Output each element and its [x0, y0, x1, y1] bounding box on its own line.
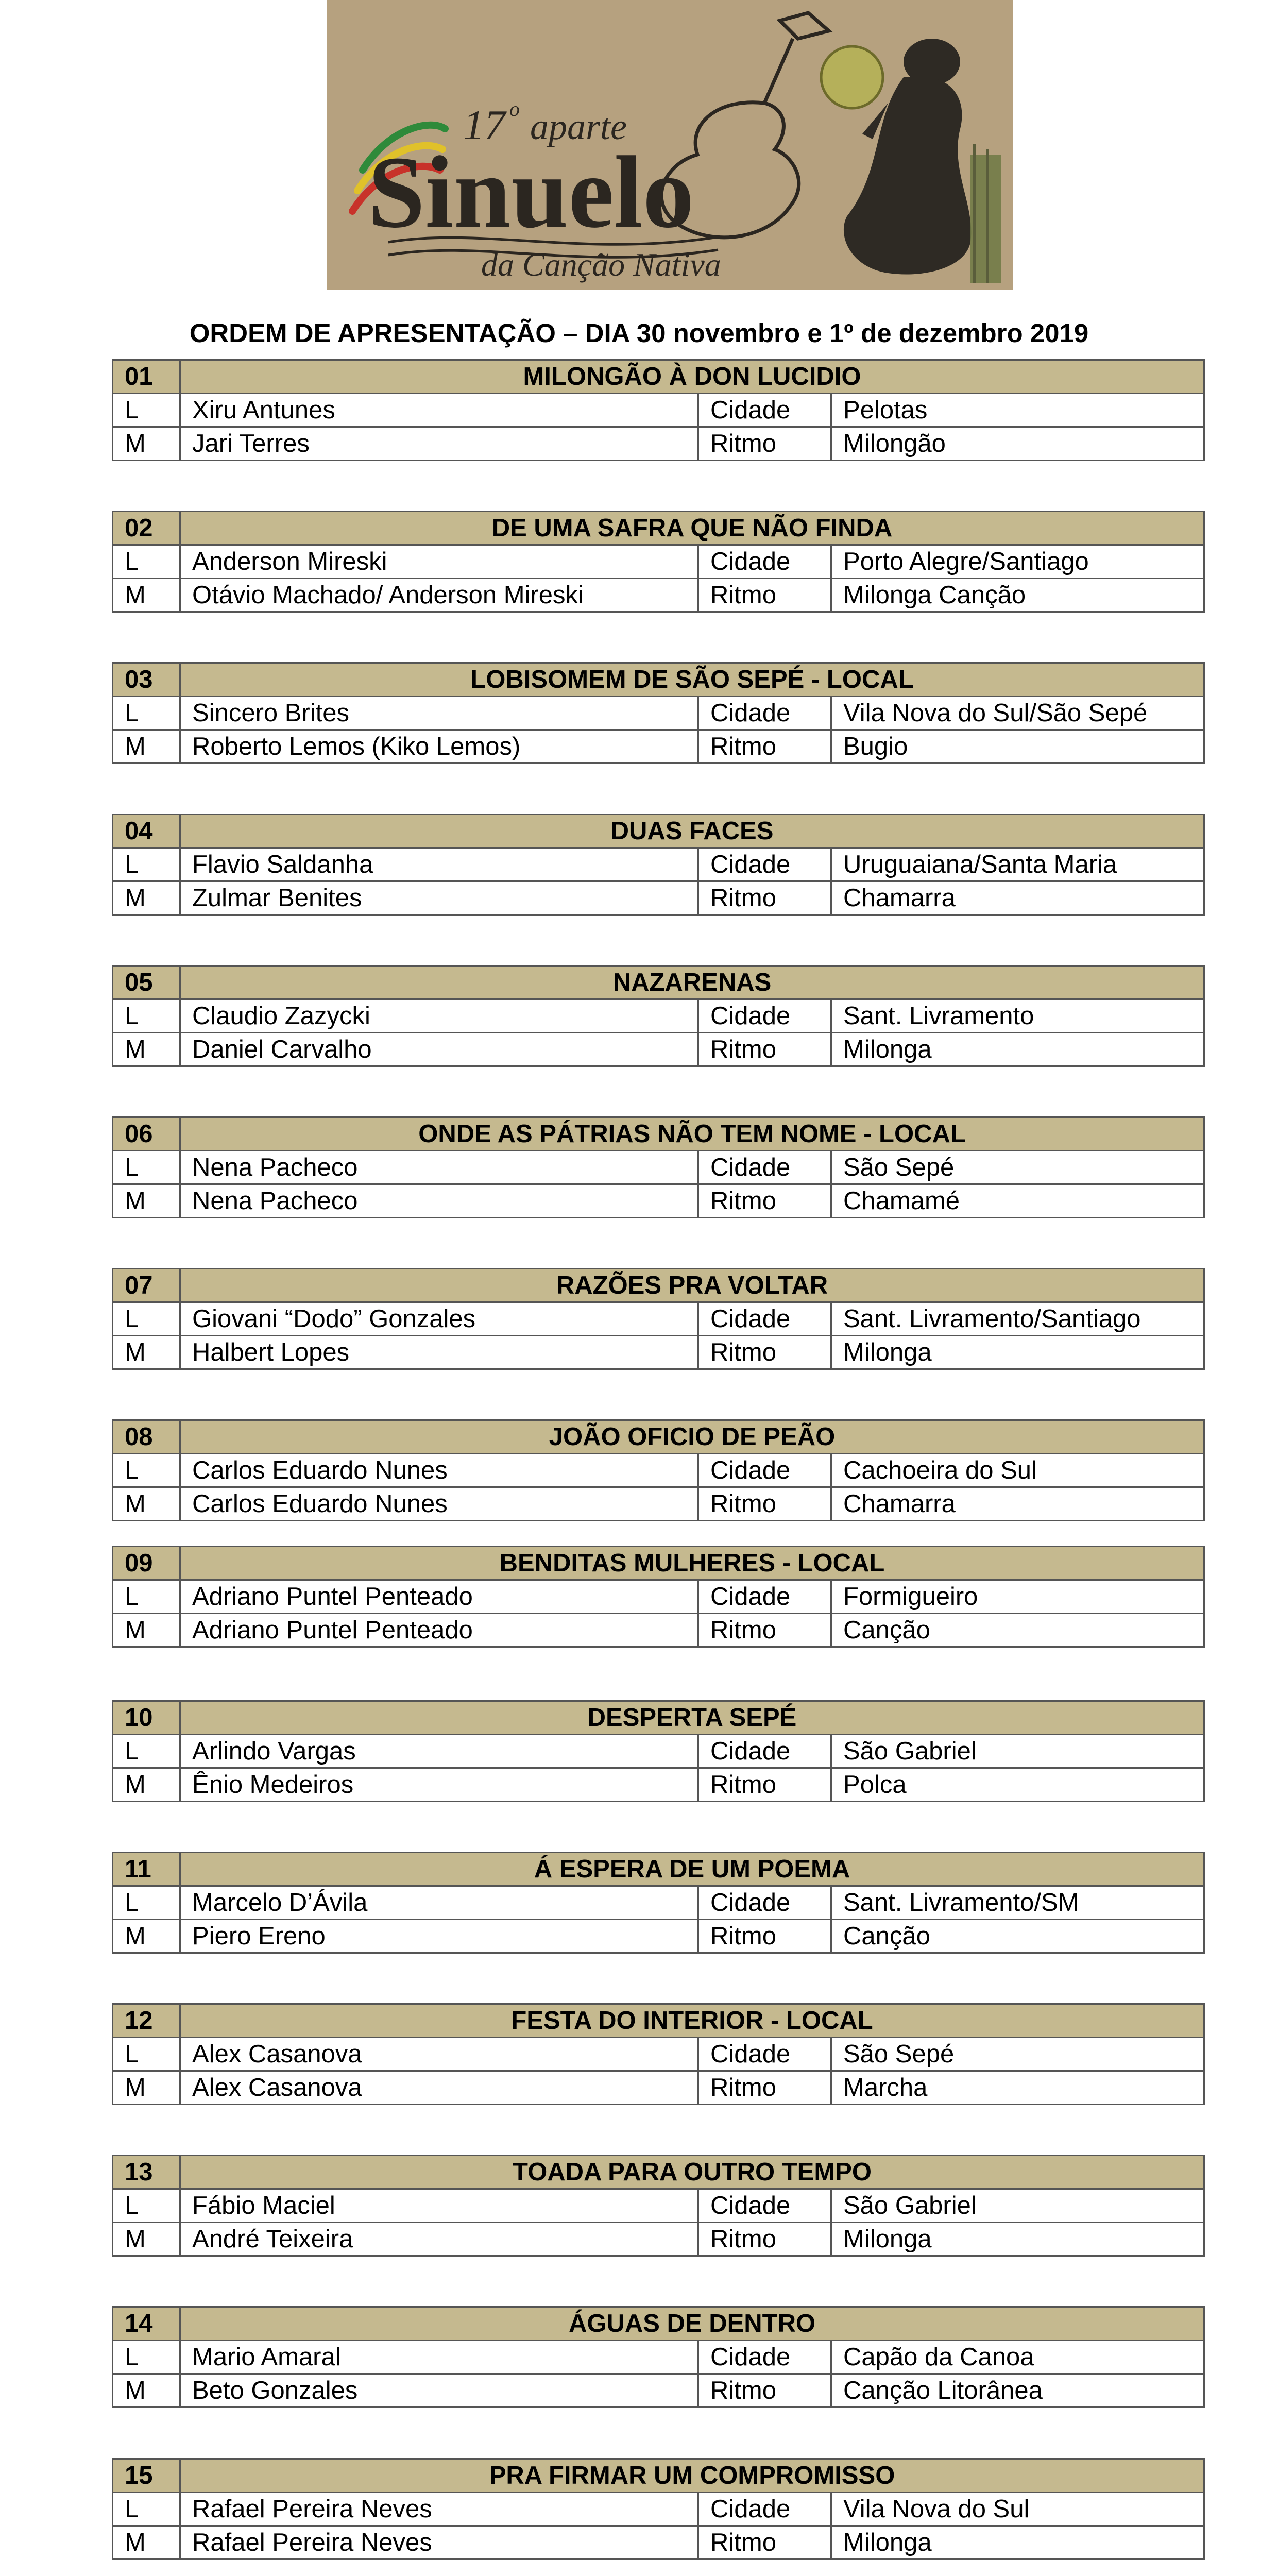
ritmo-label: Ritmo — [698, 1768, 831, 1802]
letra-marker: L — [113, 1735, 180, 1768]
entry-musica-row — [113, 1033, 1204, 1066]
entry-letra-row — [113, 1580, 1204, 1614]
cidade-value: Uruguaiana/Santa Maria — [831, 848, 1204, 882]
cidade-value: São Gabriel — [831, 1735, 1204, 1768]
entry-number: 14 — [113, 2307, 180, 2341]
musica-marker: M — [113, 2374, 180, 2408]
banner-name: Sinuelo — [368, 135, 694, 249]
letra-author: Carlos Eduardo Nunes — [180, 1454, 698, 1487]
entry-header-row — [113, 1117, 1204, 1151]
musica-marker: M — [113, 2071, 180, 2105]
entry-number: 03 — [113, 663, 180, 697]
entry-number: 01 — [113, 360, 180, 394]
entry-musica-row — [113, 2526, 1204, 2560]
ritmo-value: Chamarra — [831, 882, 1204, 915]
entry-title: ÁGUAS DE DENTRO — [180, 2307, 1204, 2341]
cidade-label: Cidade — [698, 1580, 831, 1614]
musica-author: Jari Terres — [180, 427, 698, 461]
entry-table-04 — [112, 814, 1205, 916]
cidade-value: Sant. Livramento/SM — [831, 1886, 1204, 1920]
entry-letra-row — [113, 848, 1204, 882]
cidade-label: Cidade — [698, 1454, 831, 1487]
musica-marker: M — [113, 1487, 180, 1521]
entry-letra-row — [113, 1302, 1204, 1336]
entry-header-row — [113, 1269, 1204, 1302]
entry-musica-row — [113, 1768, 1204, 1802]
banner-aparte: aparte — [530, 106, 627, 147]
entry-header-row — [113, 2156, 1204, 2189]
musica-marker: M — [113, 427, 180, 461]
entry-table-01 — [112, 359, 1205, 461]
letra-author: Fábio Maciel — [180, 2189, 698, 2223]
letra-author: Adriano Puntel Penteado — [180, 1580, 698, 1614]
ritmo-value: Bugio — [831, 730, 1204, 764]
ritmo-label: Ritmo — [698, 579, 831, 612]
entry-table-07 — [112, 1268, 1205, 1370]
letra-author: Claudio Zazycki — [180, 999, 698, 1033]
cidade-label: Cidade — [698, 1151, 831, 1184]
entry-table-08 — [112, 1419, 1205, 1521]
letra-author: Giovani “Dodo” Gonzales — [180, 1302, 698, 1336]
entry-number: 11 — [113, 1853, 180, 1886]
page-heading: ORDEM DE APRESENTAÇÃO – DIA 30 novembro e 1º de dezembro 2019 — [189, 318, 1089, 348]
ritmo-label: Ritmo — [698, 427, 831, 461]
entry-header-row — [113, 815, 1204, 848]
musica-author: Carlos Eduardo Nunes — [180, 1487, 698, 1521]
letra-marker: L — [113, 1886, 180, 1920]
entry-number: 07 — [113, 1269, 180, 1302]
ritmo-label: Ritmo — [698, 882, 831, 915]
ritmo-value: Polca — [831, 1768, 1204, 1802]
letra-author: Marcelo D’Ávila — [180, 1886, 698, 1920]
entry-musica-row — [113, 2374, 1204, 2408]
entry-table-10 — [112, 1700, 1205, 1802]
musica-marker: M — [113, 1614, 180, 1647]
ritmo-label: Ritmo — [698, 1336, 831, 1369]
entry-table-06 — [112, 1116, 1205, 1218]
cidade-value: São Sepé — [831, 1151, 1204, 1184]
ritmo-value: Milongão — [831, 427, 1204, 461]
musica-marker: M — [113, 1336, 180, 1369]
ritmo-label: Ritmo — [698, 2071, 831, 2105]
entry-musica-row — [113, 1336, 1204, 1369]
entry-table-12 — [112, 2003, 1205, 2105]
entry-number: 04 — [113, 815, 180, 848]
musica-author: Rafael Pereira Neves — [180, 2526, 698, 2560]
ritmo-label: Ritmo — [698, 2526, 831, 2560]
cidade-value: Sant. Livramento/Santiago — [831, 1302, 1204, 1336]
cidade-label: Cidade — [698, 2493, 831, 2526]
entry-letra-row — [113, 1151, 1204, 1184]
cidade-label: Cidade — [698, 1302, 831, 1336]
entry-number: 02 — [113, 512, 180, 545]
cidade-label: Cidade — [698, 545, 831, 579]
entry-musica-row — [113, 882, 1204, 915]
entry-musica-row — [113, 1184, 1204, 1218]
letra-author: Arlindo Vargas — [180, 1735, 698, 1768]
letra-marker: L — [113, 1454, 180, 1487]
ritmo-label: Ritmo — [698, 1487, 831, 1521]
cidade-value: São Sepé — [831, 2038, 1204, 2071]
ritmo-label: Ritmo — [698, 2374, 831, 2408]
entry-letra-row — [113, 1454, 1204, 1487]
banner-tagline: da Canção Nativa — [481, 246, 721, 283]
entry-header-row — [113, 2459, 1204, 2493]
entry-title: LOBISOMEM DE SÃO SEPÉ - LOCAL — [180, 663, 1204, 697]
musica-author: Ênio Medeiros — [180, 1768, 698, 1802]
entry-title: MILONGÃO À DON LUCIDIO — [180, 360, 1204, 394]
entry-letra-row — [113, 1735, 1204, 1768]
entry-header-row — [113, 512, 1204, 545]
entry-musica-row — [113, 2223, 1204, 2256]
ritmo-label: Ritmo — [698, 1033, 831, 1066]
cidade-label: Cidade — [698, 1735, 831, 1768]
festival-banner — [327, 0, 1013, 290]
entry-letra-row — [113, 2341, 1204, 2374]
ritmo-label: Ritmo — [698, 1184, 831, 1218]
entry-number: 09 — [113, 1547, 180, 1580]
cidade-label: Cidade — [698, 2038, 831, 2071]
banner-edition: 17 — [463, 101, 505, 148]
entry-musica-row — [113, 730, 1204, 764]
musica-author: Daniel Carvalho — [180, 1033, 698, 1066]
letra-marker: L — [113, 697, 180, 730]
entry-title: NAZARENAS — [180, 966, 1204, 999]
entry-musica-row — [113, 427, 1204, 461]
entry-title: PRA FIRMAR UM COMPROMISSO — [180, 2459, 1204, 2493]
entry-table-05 — [112, 965, 1205, 1067]
letra-author: Nena Pacheco — [180, 1151, 698, 1184]
entry-musica-row — [113, 2071, 1204, 2105]
entry-musica-row — [113, 1614, 1204, 1647]
ritmo-value: Canção Litorânea — [831, 2374, 1204, 2408]
musica-marker: M — [113, 1033, 180, 1066]
letra-author: Mario Amaral — [180, 2341, 698, 2374]
entry-musica-row — [113, 1920, 1204, 1953]
cidade-label: Cidade — [698, 2189, 831, 2223]
entry-number: 06 — [113, 1117, 180, 1151]
cidade-label: Cidade — [698, 2341, 831, 2374]
cidade-value: Formigueiro — [831, 1580, 1204, 1614]
cidade-value: Pelotas — [831, 394, 1204, 427]
entry-table-03 — [112, 662, 1205, 764]
letra-marker: L — [113, 2189, 180, 2223]
musica-author: Halbert Lopes — [180, 1336, 698, 1369]
entry-title: ONDE AS PÁTRIAS NÃO TEM NOME - LOCAL — [180, 1117, 1204, 1151]
entry-table-15 — [112, 2458, 1205, 2560]
cidade-value: São Gabriel — [831, 2189, 1204, 2223]
ritmo-value: Milonga Canção — [831, 579, 1204, 612]
entry-header-row — [113, 1853, 1204, 1886]
ritmo-value: Milonga — [831, 2526, 1204, 2560]
ritmo-value: Marcha — [831, 2071, 1204, 2105]
entry-title: TOADA PARA OUTRO TEMPO — [180, 2156, 1204, 2189]
ritmo-value: Chamamé — [831, 1184, 1204, 1218]
cidade-value: Sant. Livramento — [831, 999, 1204, 1033]
musica-author: Otávio Machado/ Anderson Mireski — [180, 579, 698, 612]
cidade-value: Vila Nova do Sul — [831, 2493, 1204, 2526]
ritmo-label: Ritmo — [698, 2223, 831, 2256]
moon-icon — [821, 46, 883, 108]
entry-musica-row — [113, 1487, 1204, 1521]
entry-table-02 — [112, 511, 1205, 613]
entry-title: DE UMA SAFRA QUE NÃO FINDA — [180, 512, 1204, 545]
letra-author: Xiru Antunes — [180, 394, 698, 427]
entry-letra-row — [113, 394, 1204, 427]
entry-letra-row — [113, 697, 1204, 730]
entry-letra-row — [113, 2189, 1204, 2223]
ritmo-value: Milonga — [831, 2223, 1204, 2256]
entry-musica-row — [113, 579, 1204, 612]
entry-table-09 — [112, 1546, 1205, 1648]
musica-author: Piero Ereno — [180, 1920, 698, 1953]
entry-header-row — [113, 2004, 1204, 2038]
cidade-value: Porto Alegre/Santiago — [831, 545, 1204, 579]
letra-author: Flavio Saldanha — [180, 848, 698, 882]
ritmo-value: Canção — [831, 1920, 1204, 1953]
entry-header-row — [113, 1420, 1204, 1454]
musica-marker: M — [113, 882, 180, 915]
entry-number: 05 — [113, 966, 180, 999]
entry-header-row — [113, 2307, 1204, 2341]
entry-letra-row — [113, 999, 1204, 1033]
ritmo-label: Ritmo — [698, 1614, 831, 1647]
musica-author: Zulmar Benites — [180, 882, 698, 915]
entry-table-13 — [112, 2155, 1205, 2257]
entry-title: RAZÕES PRA VOLTAR — [180, 1269, 1204, 1302]
musica-author: Alex Casanova — [180, 2071, 698, 2105]
musica-author: Nena Pacheco — [180, 1184, 698, 1218]
entry-title: BENDITAS MULHERES - LOCAL — [180, 1547, 1204, 1580]
letra-marker: L — [113, 394, 180, 427]
entry-header-row — [113, 1547, 1204, 1580]
entry-header-row — [113, 966, 1204, 999]
ritmo-value: Milonga — [831, 1336, 1204, 1369]
grass-icon — [970, 144, 1001, 283]
cidade-label: Cidade — [698, 697, 831, 730]
cidade-label: Cidade — [698, 848, 831, 882]
musica-marker: M — [113, 2526, 180, 2560]
entry-table-14 — [112, 2306, 1205, 2408]
entry-title: JOÃO OFICIO DE PEÃO — [180, 1420, 1204, 1454]
letra-author: Alex Casanova — [180, 2038, 698, 2071]
ritmo-value: Chamarra — [831, 1487, 1204, 1521]
entry-header-row — [113, 360, 1204, 394]
musica-author: André Teixeira — [180, 2223, 698, 2256]
entry-number: 15 — [113, 2459, 180, 2493]
musica-author: Adriano Puntel Penteado — [180, 1614, 698, 1647]
entry-table-11 — [112, 1852, 1205, 1954]
ritmo-label: Ritmo — [698, 730, 831, 764]
entry-header-row — [113, 1701, 1204, 1735]
letra-marker: L — [113, 1580, 180, 1614]
entry-number: 10 — [113, 1701, 180, 1735]
cidade-value: Vila Nova do Sul/São Sepé — [831, 697, 1204, 730]
entry-title: Á ESPERA DE UM POEMA — [180, 1853, 1204, 1886]
entry-letra-row — [113, 2038, 1204, 2071]
letra-author: Sincero Brites — [180, 697, 698, 730]
ritmo-value: Canção — [831, 1614, 1204, 1647]
musica-marker: M — [113, 1768, 180, 1802]
entry-title: DESPERTA SEPÉ — [180, 1701, 1204, 1735]
ritmo-value: Milonga — [831, 1033, 1204, 1066]
musica-marker: M — [113, 1920, 180, 1953]
letra-author: Rafael Pereira Neves — [180, 2493, 698, 2526]
musica-author: Roberto Lemos (Kiko Lemos) — [180, 730, 698, 764]
ritmo-label: Ritmo — [698, 1920, 831, 1953]
entry-letra-row — [113, 2493, 1204, 2526]
cidade-label: Cidade — [698, 999, 831, 1033]
cidade-value: Cachoeira do Sul — [831, 1454, 1204, 1487]
letra-marker: L — [113, 1302, 180, 1336]
letra-marker: L — [113, 2493, 180, 2526]
letra-marker: L — [113, 2341, 180, 2374]
banner-edition-suffix: o — [509, 97, 520, 121]
musica-marker: M — [113, 2223, 180, 2256]
letra-author: Anderson Mireski — [180, 545, 698, 579]
entry-number: 12 — [113, 2004, 180, 2038]
entry-letra-row — [113, 545, 1204, 579]
musica-marker: M — [113, 579, 180, 612]
musica-marker: M — [113, 1184, 180, 1218]
cidade-label: Cidade — [698, 1886, 831, 1920]
letra-marker: L — [113, 2038, 180, 2071]
entry-header-row — [113, 663, 1204, 697]
letra-marker: L — [113, 1151, 180, 1184]
entry-title: DUAS FACES — [180, 815, 1204, 848]
letra-marker: L — [113, 545, 180, 579]
musica-author: Beto Gonzales — [180, 2374, 698, 2408]
entry-title: FESTA DO INTERIOR - LOCAL — [180, 2004, 1204, 2038]
entry-number: 13 — [113, 2156, 180, 2189]
entry-letra-row — [113, 1886, 1204, 1920]
cidade-value: Capão da Canoa — [831, 2341, 1204, 2374]
letra-marker: L — [113, 999, 180, 1033]
musica-marker: M — [113, 730, 180, 764]
cidade-label: Cidade — [698, 394, 831, 427]
letra-marker: L — [113, 848, 180, 882]
entry-number: 08 — [113, 1420, 180, 1454]
